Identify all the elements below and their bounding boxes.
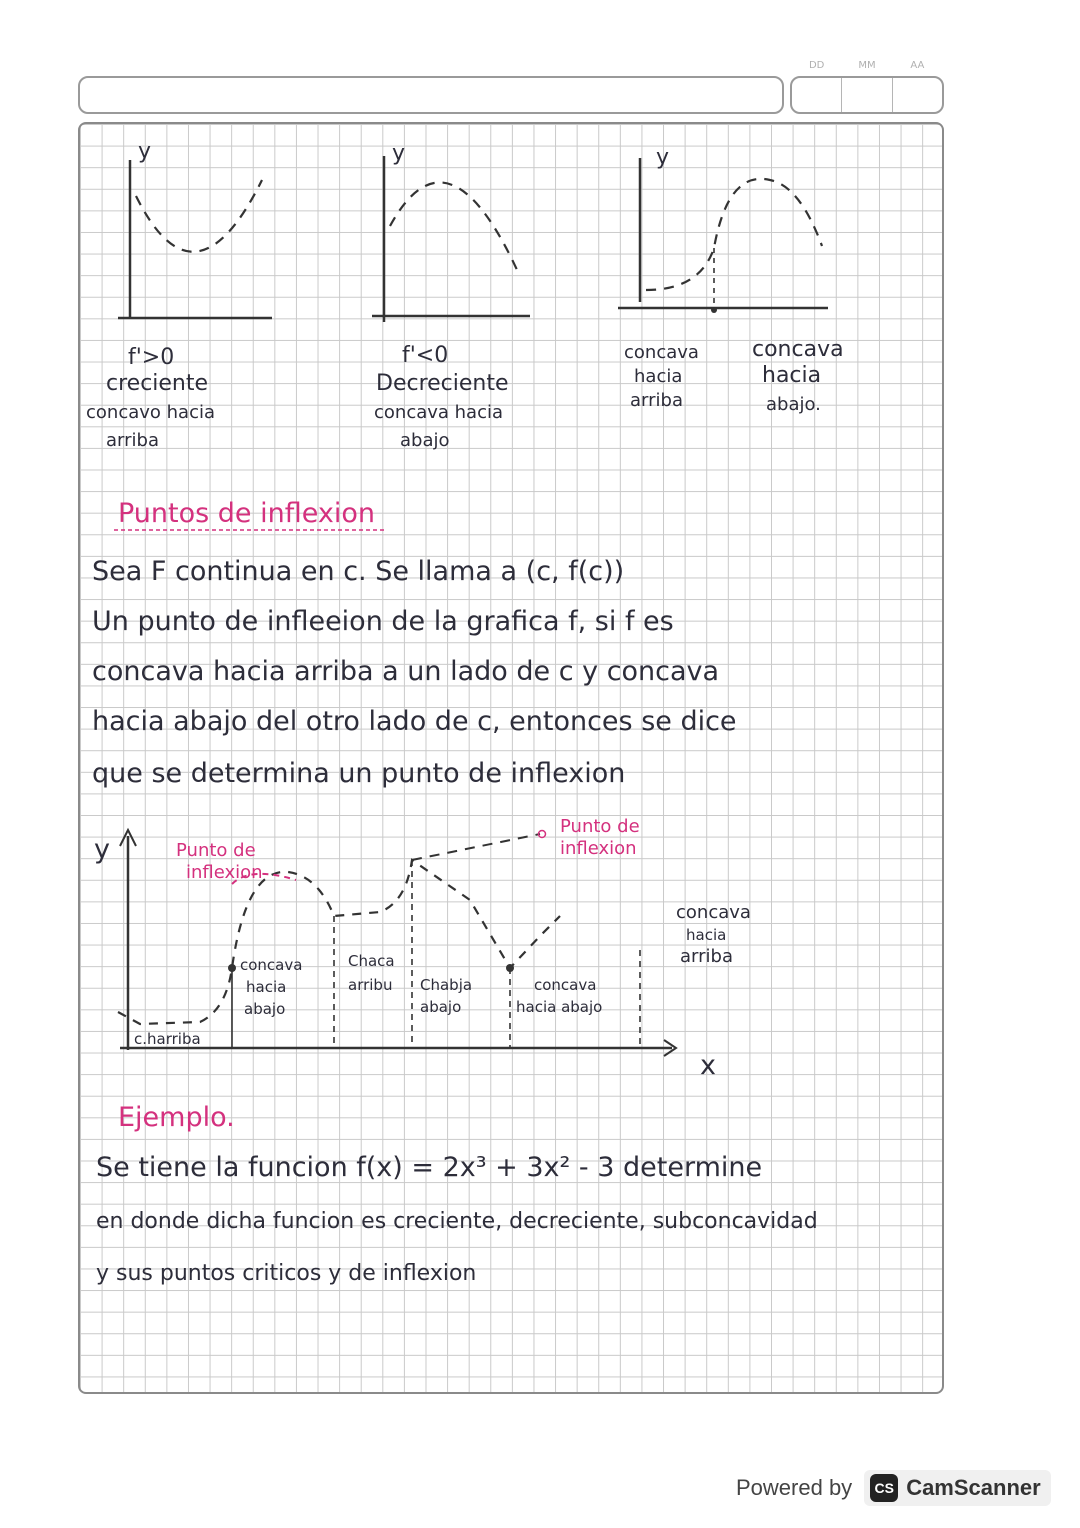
camscanner-brand: CamScanner xyxy=(906,1475,1041,1500)
graph2-y-label: y xyxy=(392,141,406,166)
diagram-y-label: y xyxy=(94,834,110,865)
pink-label-2-line2: inflexion xyxy=(560,838,637,859)
graph2-label-line2: concava hacia xyxy=(374,402,504,423)
graph3-right-line3: abajo. xyxy=(766,394,821,415)
graph1-label-line3: arriba xyxy=(106,430,159,451)
graph1-y-label: y xyxy=(138,139,152,164)
definition-line-2: Un punto de infleeion de la grafica f, si f es xyxy=(92,606,674,637)
right-note-line2: hacia xyxy=(686,926,727,944)
graph1-label-line2: concavo hacia xyxy=(86,402,215,423)
definition-block xyxy=(92,556,737,789)
graph3-inflection-point xyxy=(711,307,717,313)
region-3-line1: Chaca xyxy=(348,952,395,970)
graph2-label-line1: Decreciente xyxy=(376,371,509,396)
section-title: Puntos de inflexion xyxy=(118,498,375,529)
powered-by-text: Powered by xyxy=(736,1475,853,1500)
graph3-left-line2: hacia xyxy=(634,366,683,387)
region-2-line2: hacia xyxy=(246,978,287,996)
region-4-line2: abajo xyxy=(420,998,462,1016)
graph3-right-line1: concava xyxy=(752,337,844,362)
graph2-curve xyxy=(390,182,518,272)
inflection-point-1 xyxy=(228,964,236,972)
inflection-diagram xyxy=(94,816,751,1081)
diagram-curve xyxy=(118,860,560,1024)
graph-concave-down xyxy=(372,141,530,451)
date-label-day: DD xyxy=(808,60,825,71)
graph1-curve xyxy=(136,180,262,252)
graph3-y-label: y xyxy=(656,145,670,170)
right-note-line1: concava xyxy=(676,902,751,923)
pink-label-1-line2: inflexion xyxy=(186,862,263,883)
diagram-x-label: x xyxy=(700,1050,716,1081)
example-line-3: y sus puntos criticos y de inflexion xyxy=(96,1261,477,1286)
example-line-2: en donde dicha funcion es creciente, decreciente, subconcavidad xyxy=(96,1209,818,1234)
diagram-tangent xyxy=(412,834,540,860)
graph3-curve xyxy=(646,179,822,290)
graph3-left-line3: arriba xyxy=(630,390,683,411)
graph-inflection xyxy=(618,145,844,415)
graph1-label-line1: creciente xyxy=(106,371,209,396)
example-line-1: Se tiene la funcion f(x) = 2x³ + 3x² - 3 determine xyxy=(96,1152,763,1183)
graph3-right-line2: hacia xyxy=(762,363,822,388)
region-2-line1: concava xyxy=(240,956,303,974)
date-label-month: MM xyxy=(858,60,876,71)
definition-line-3: concava hacia arriba a un lado de c y concava xyxy=(92,656,720,687)
region-2-line3: abajo xyxy=(244,1000,286,1018)
graph2-label-line3: abajo xyxy=(400,430,450,451)
camscanner-badge xyxy=(864,1470,1051,1506)
region-5-line1: concava xyxy=(534,976,597,994)
pink-label-2-line1: Punto de xyxy=(560,816,640,837)
graph-concave-up xyxy=(86,139,272,451)
region-4-line1: Chabja xyxy=(420,976,473,994)
camscanner-watermark xyxy=(736,1466,1051,1510)
region-1-label: c.harriba xyxy=(134,1030,201,1048)
graph3-left-line1: concava xyxy=(624,342,699,363)
region-3-line2: arribu xyxy=(348,976,393,994)
date-label-year: AA xyxy=(910,60,925,71)
pink-label-1-line1: Punto de xyxy=(176,840,256,861)
graph1-derivative: f'>0 xyxy=(128,345,175,370)
definition-line-4: hacia abajo del otro lado de c, entonces se dice xyxy=(92,706,737,737)
definition-line-5: que se determina un punto de inflexion xyxy=(92,758,626,789)
right-note-line3: arriba xyxy=(680,946,733,967)
graph2-derivative: f'<0 xyxy=(402,343,449,368)
example-title: Ejemplo. xyxy=(118,1102,235,1133)
inflection-point-2 xyxy=(506,964,514,972)
example-block xyxy=(96,1152,818,1286)
region-5-line2: hacia abajo xyxy=(516,998,603,1016)
definition-line-1: Sea F continua en c. Se llama a (c, f(c)) xyxy=(92,556,625,587)
camscanner-logo-icon: CS xyxy=(870,1474,898,1502)
